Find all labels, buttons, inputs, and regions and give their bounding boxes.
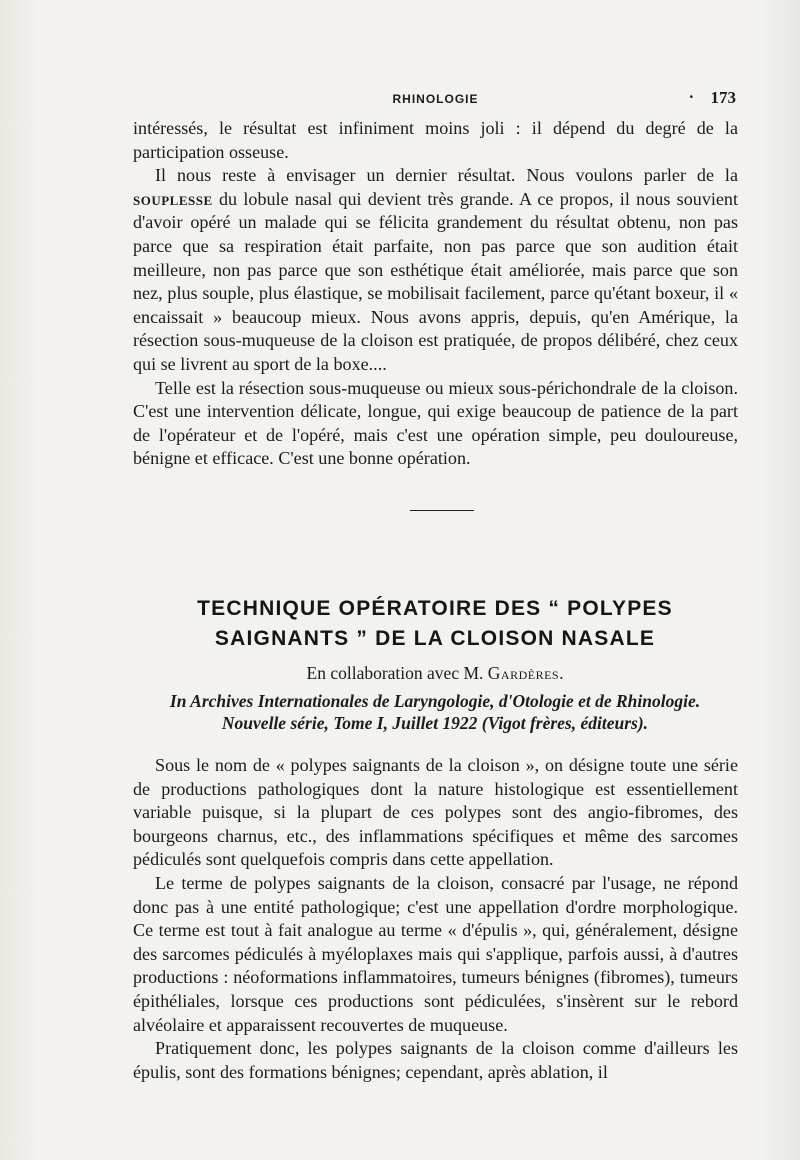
article-title bbox=[100, 594, 770, 654]
article-body bbox=[133, 754, 738, 1084]
paragraph-text: du lobule nasal qui devient très grande. A ce propos, il nous souvient d'avoir opéré un malade qui se félicita grandement du résultat obtenu, non pas parce que sa respiration était parfaite, non pas parce que son audition était meilleure, non pas parce que son esthétique était améliorée, mais parce que son nez, plus souple, plus élastique, se mobilisait facilement, parce qu'étant boxeur, il « encaissait » beaucoup mieux. Nous avons appris, depuis, qu'en Amérique, la résection sous-muqueuse de la cloison est pratiquée, de propos délibéré, chez ceux qui se livrent au sport de la boxe.... bbox=[133, 188, 738, 374]
collaboration-prefix: En collaboration avec M. bbox=[306, 663, 488, 683]
paragraph bbox=[133, 164, 738, 376]
citation-line: In Archives Internationales de Laryngologie, d'Otologie et de Rhinologie. bbox=[169, 691, 701, 711]
page-number: · 173 bbox=[711, 88, 737, 108]
citation bbox=[100, 690, 770, 734]
collaboration-note bbox=[100, 663, 770, 684]
paragraph: Sous le nom de « polypes saignants de la cloison », on désigne toute une série de productions pathologiques dont la nature histologique est essentiellement variable puisque, si la plupart de ces polypes sont des angio-fibromes, des bourgeons charnus, etc., des inflammations spécifiques et même des sarcomes pédiculés sont quelquefois compris dans cette appellation. bbox=[133, 755, 738, 870]
title-line: SAIGNANTS ” DE LA CLOISON NASALE bbox=[214, 627, 656, 650]
title-line: TECHNIQUE OPÉRATOIRE DES “ POLYPES bbox=[197, 597, 673, 620]
collaboration-suffix: . bbox=[559, 663, 564, 683]
paragraph-text: Il nous reste à envisager un dernier résultat. Nous voulons parler de la bbox=[155, 165, 738, 186]
paragraph: Telle est la résection sous-muqueuse ou mieux sous-périchondrale de la cloison. C'est une intervention délicate, longue, qui exige beaucoup de patience de la part de l'opérateur et de l'opéré, mais c'est une opération simple, peu douloureuse, bénigne et efficace. C'est une bonne opération. bbox=[133, 377, 738, 469]
paragraph: Pratiquement donc, les polypes saignants de la cloison comme d'ailleurs les épulis, sont des formations bénignes; cependant, après ablation, il bbox=[133, 1038, 738, 1082]
citation-line: Nouvelle série, Tome I, Juillet 1922 (Vigot frères, éditeurs). bbox=[221, 713, 649, 733]
running-title: RHINOLOGIE bbox=[392, 92, 479, 106]
section-divider bbox=[410, 510, 474, 511]
paragraph: Le terme de polypes saignants de la cloison, consacré par l'usage, ne répond donc pas à une entité pathologique; c'est une appellation d'ordre morphologique. Ce terme est tout à fait analogue au terme « d'épulis », qui, généralement, désigne des sarcomes pédiculés à myéloplaxes mais qui s'applique, parfois aussi, à d'autres productions : néoformations inflammatoires, tumeurs bénignes (fibromes), tumeurs épithéliales, lorsque ces productions sont pédiculées, s'insèrent sur le rebord alvéolaire et apparaissent recouvertes de muqueuse. bbox=[133, 872, 738, 1035]
collaborator-name: Gardères bbox=[487, 663, 560, 683]
page-header bbox=[133, 88, 738, 110]
continued-section bbox=[133, 117, 738, 471]
paragraph: intéressés, le résultat est infiniment moins joli : il dépend du degré de la participation osseuse. bbox=[133, 118, 738, 162]
emphasis-word: souplesse bbox=[133, 188, 213, 209]
